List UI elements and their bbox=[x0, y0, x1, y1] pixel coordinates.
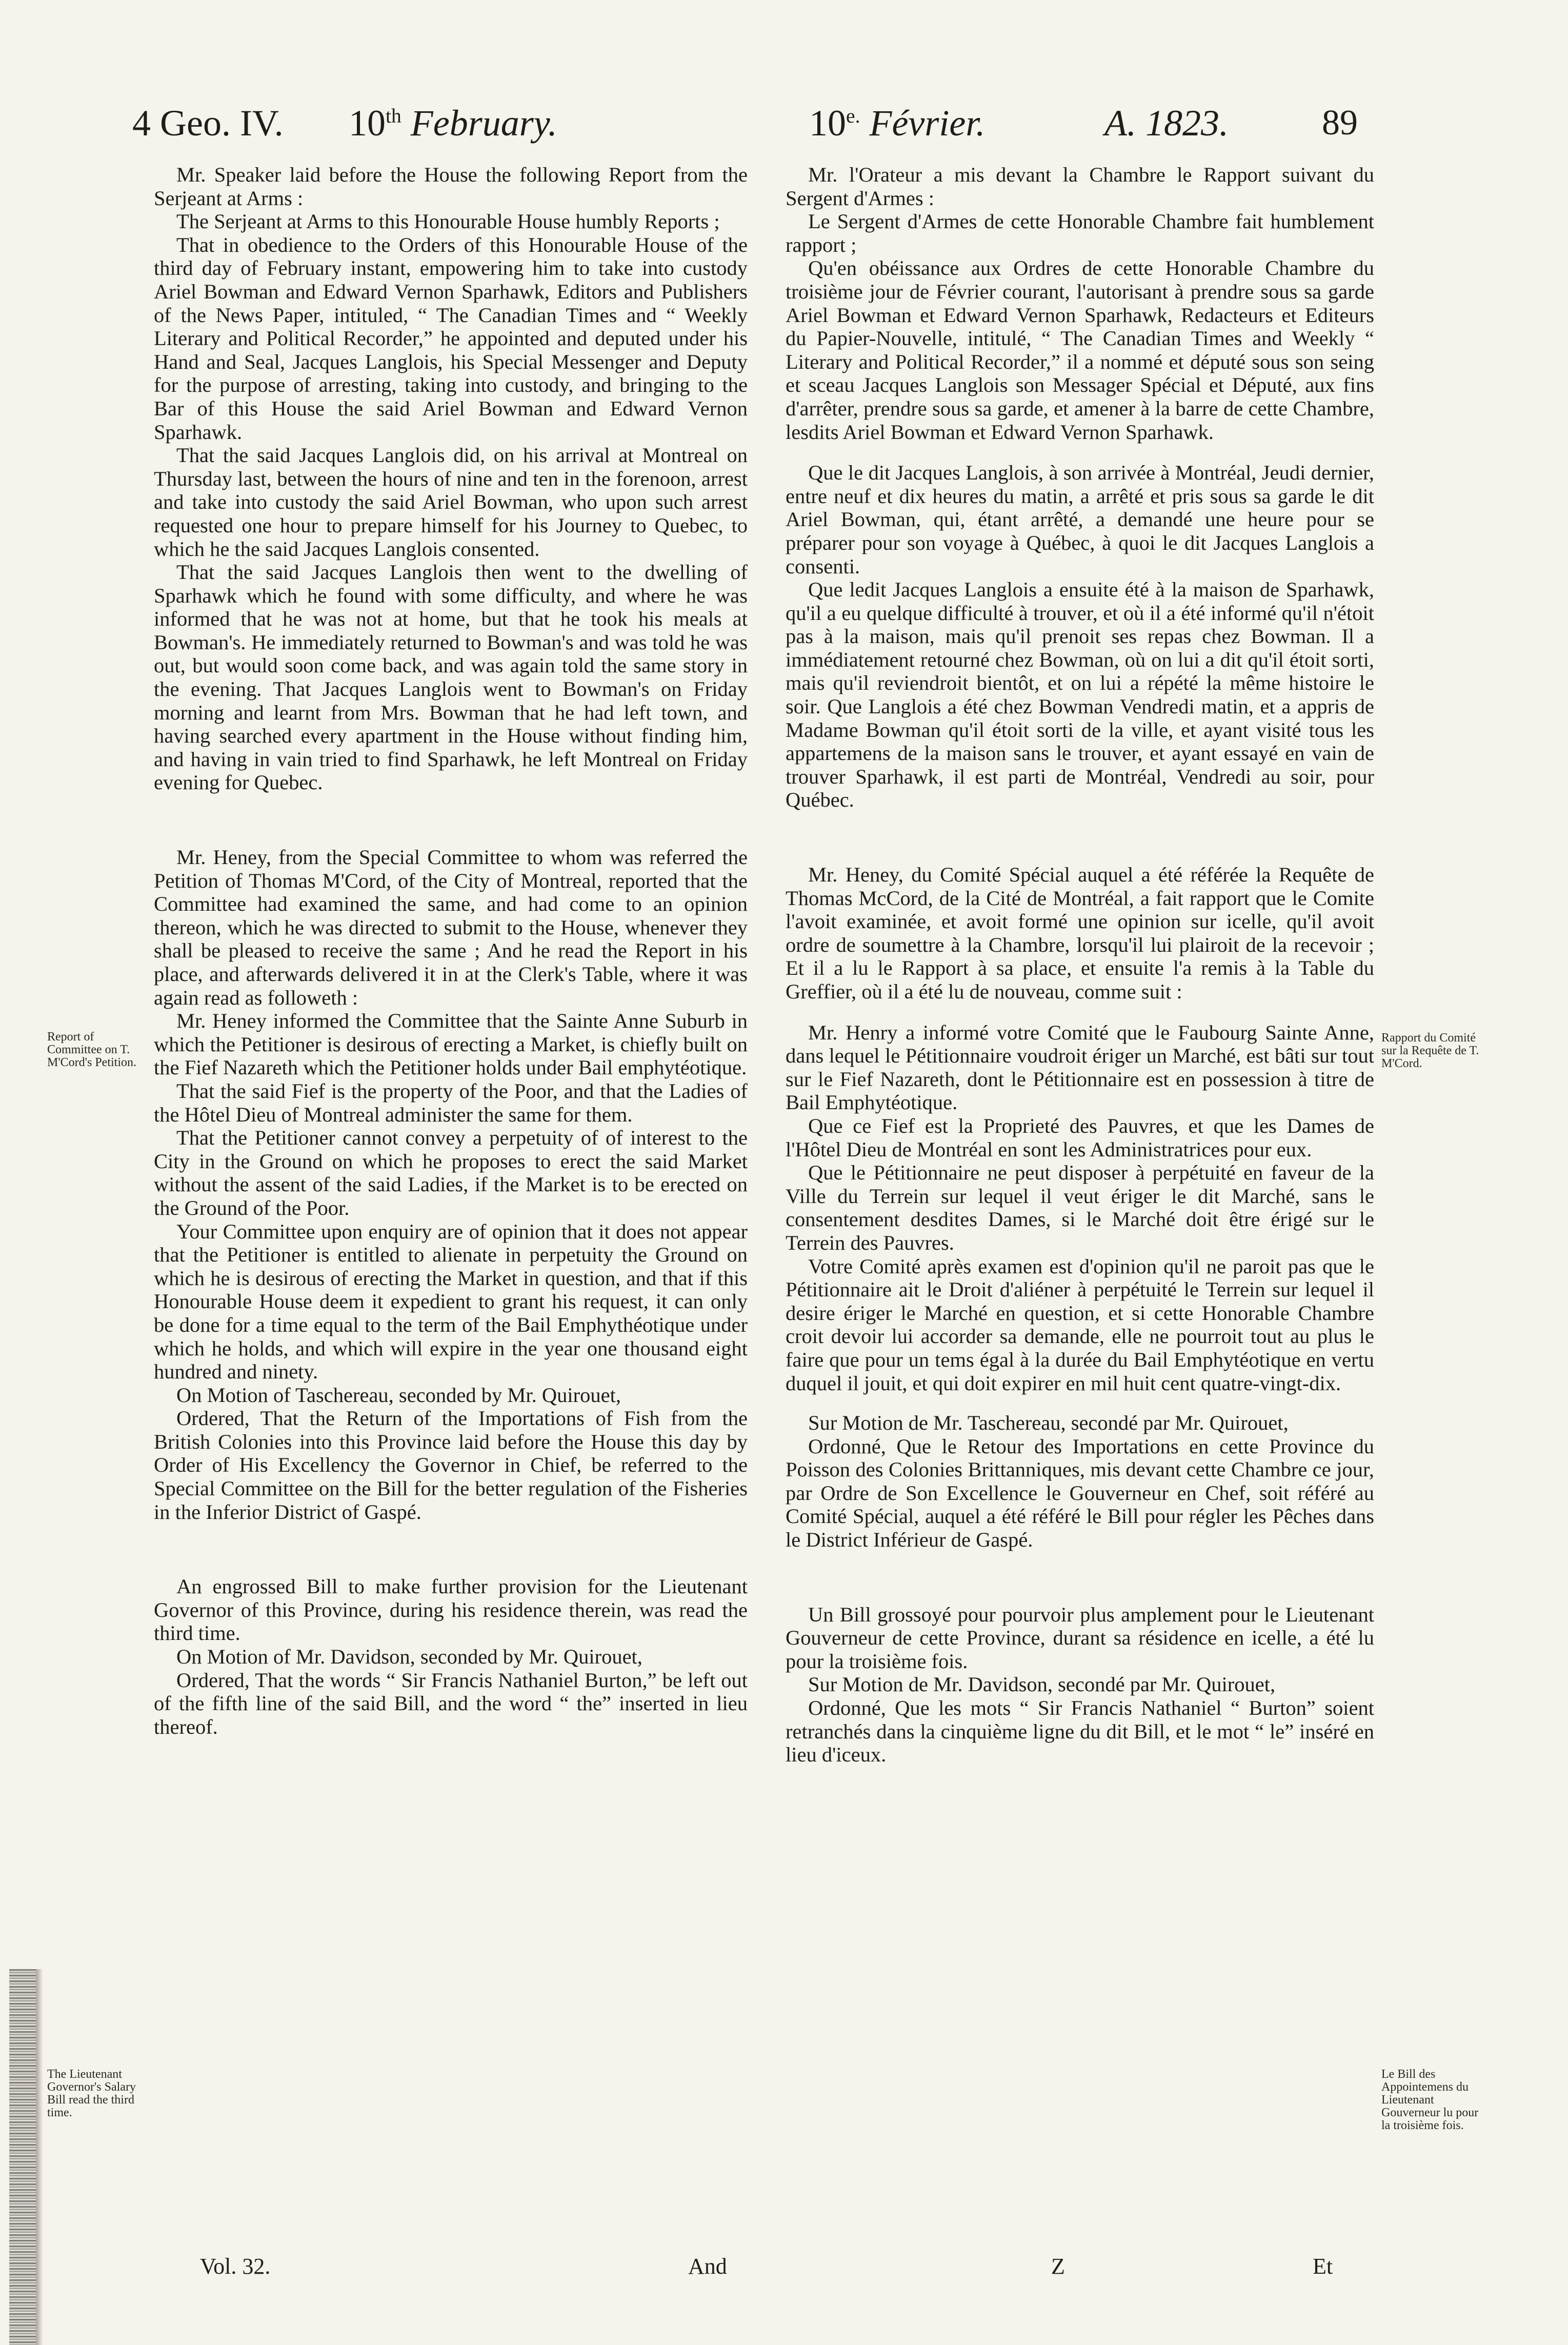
paragraph: Le Sergent d'Armes de cette Honorable Chambre fait humblement rapport ; bbox=[786, 210, 1374, 256]
margin-note-french: Rapport du Comité sur la Requête de T. M'Cord. bbox=[1381, 1031, 1479, 1070]
paragraph-gap bbox=[786, 1395, 1374, 1411]
section-gap bbox=[786, 812, 1374, 863]
english-column bbox=[154, 163, 748, 1738]
section-gap bbox=[154, 794, 748, 846]
paragraph: That the said Jacques Langlois did, on his arrival at Montreal on Thursday last, between the hours of nine and ten in the forenoon, arrest and take into custody the said Ariel Bowman, who upon such arrest requested one hour to prepare himself for his Journey to Quebec, to which he the said Jacques Langlois consented. bbox=[154, 444, 748, 560]
paragraph: On Motion of Mr. Davidson, seconded by Mr. Quirouet, bbox=[176, 1645, 642, 1669]
margin-note-english: Report of Committee on T. M'Cord's Petition. bbox=[47, 1030, 136, 1069]
paragraph: Mr. Heney, du Comité Spécial auquel a été référée la Requête de Thomas McCord, de la Cité de Montréal, a fait rapport que le Comite l'avoit examinée, et avoit formé une opinion sur icelle, qu'il avoit ordre de soumettre à la Chambre, lorsqu'il lui plairoit de la recevoir ; Et il a lu le Rapport à sa place, et ensuite l'a remis à la Table du Greffier, où il a été lu de nouveau, comme suit : bbox=[786, 863, 1374, 1003]
paragraph: Sur Motion de Mr. Davidson, secondé par Mr. Quirouet, bbox=[808, 1673, 1276, 1696]
paragraph: Mr. Heney, from the Special Committee to whom was referred the Petition of Thomas M'Cord, of the City of Montreal, reported that the Committee had examined the same, and had come to an opinion thereon, which he was directed to submit to the House, whenever they shall be pleased to receive the same ; And he read the Report in his place, and afterwards delivered it in at the Clerk's Table, where it was again read as followeth : bbox=[154, 846, 748, 1009]
french-column bbox=[786, 163, 1374, 1767]
english-date: 10th February. bbox=[349, 103, 557, 144]
paragraph-gap bbox=[786, 444, 1374, 461]
paragraph: Sur Motion de Mr. Taschereau, secondé par Mr. Quirouet, bbox=[808, 1411, 1289, 1435]
session-year: A. 1823. bbox=[1104, 103, 1229, 144]
running-head-left bbox=[132, 100, 789, 146]
margin-note-english: The Lieutenant Governor's Salary Bill read the third time. bbox=[47, 2068, 136, 2119]
paragraph: Un Bill grossoyé pour pourvoir plus amplement pour le Lieutenant Gouverneur de cette Province, durant sa résidence en icelle, a été lu pour la troisième fois. bbox=[786, 1602, 1374, 1673]
paragraph: Mr. Heney informed the Committee that the Sainte Anne Suburb in which the Petitioner is desirous of erecting a Market, is chiefly built on the Fief Nazareth which the Petitioner holds under Bail emphytéotique. bbox=[154, 1009, 748, 1079]
paragraph: Mr. l'Orateur a mis devant la Chambre le Rapport suivant du Sergent d'Armes : bbox=[786, 163, 1374, 210]
catchword-right: Et bbox=[1313, 2254, 1333, 2279]
paragraph: Que le dit Jacques Langlois, à son arrivée à Montréal, Jeudi dernier, entre neuf et dix heures du matin, a arrêté et pris sous sa garde le dit Ariel Bowman, qui, étant arrêté, a demandé une heure pour se préparer pour son voyage à Québec, à quoi le dit Jacques Langlois a consenti. bbox=[786, 461, 1374, 578]
paragraph: Que le Pétitionnaire ne peut disposer à perpétuité en faveur de la Ville du Terrein sur lequel il veut ériger le dit Marché, sans le consentement desdites Dames, si le Marché doit être érigé sur le Terrein des Pauvres. bbox=[786, 1161, 1374, 1254]
paragraph: The Serjeant at Arms to this Honourable House humbly Reports ; bbox=[176, 210, 720, 233]
paragraph: Ordered, That the words “ Sir Francis Nathaniel Burton,” be left out of the fifth line of the said Bill, and the word “ the” inserted in lieu thereof. bbox=[154, 1668, 748, 1738]
section-gap bbox=[154, 1524, 748, 1575]
regnal-year: 4 Geo. IV. bbox=[132, 103, 284, 144]
paragraph: Que ce Fief est la Proprieté des Pauvres, et que les Dames de l'Hôtel Dieu de Montréal en sont les Administratrices pour eux. bbox=[786, 1114, 1374, 1161]
paragraph-gap bbox=[786, 1004, 1374, 1021]
paragraph: That in obedience to the Orders of this Honourable House of the third day of February instant, empowering him to take into custody Ariel Bowman and Edward Vernon Sparhawk, Editors and Publishers of the News Paper, intituled, “ The Canadian Times and “ Weekly Literary and Political Recorder,” he appointed and deputed under his Hand and Seal, Jacques Langlois, his Special Messenger and Deputy for the purpose of arresting, taking into custody, and bringing to the Bar of this House the said Ariel Bowman and Edward Vernon Sparhawk. bbox=[154, 233, 748, 444]
binding-edge bbox=[9, 1969, 36, 2345]
catchword-left: And bbox=[688, 2254, 727, 2279]
paragraph: Ordonné, Que le Retour des Importations en cette Province du Poisson des Colonies Brittanniques, mis devant cette Chambre ce jour, par Ordre de Son Excellence le Gouverneur en Chef, soit référé au Comité Spécial, auquel a été référé le Bill pour régler les Pêches dans le District Inférieur de Gaspé. bbox=[786, 1434, 1374, 1552]
french-date: $10^{e.}$ Février. bbox=[809, 103, 986, 144]
paragraph: Qu'en obéissance aux Ordres de cette Honorable Chambre du troisième jour de Février courant, l'autorisant à prendre sous sa garde Ariel Bowman et Edward Vernon Sparhawk, Redacteurs et Editeurs du Papier-Nouvelle, intitulé, “ The Canadian Times and Weekly “ Literary and Political Recorder,” il a nommé et député sous son seing et sceau Jacques Langlois son Messager Spécial et Député, aux fins d'arrêter, prendre sous sa garde, et amener à la barre de cette Chambre, lesdits Ariel Bowman et Edward Vernon Sparhawk. bbox=[786, 256, 1374, 444]
paragraph: Mr. Henry a informé votre Comité que le Faubourg Sainte Anne, dans lequel le Pétitionnaire voudroit ériger un Marché, est bâti sur tout sur le Fief Nazareth, dont le Pétitionnaire est en possession à titre de Bail Emphytéotique. bbox=[786, 1020, 1374, 1114]
paragraph: Ordonné, Que les mots “ Sir Francis Nathaniel “ Burton” soient retranchés dans la cinquième ligne du dit Bill, et le mot “ le” inséré en lieu d'iceux. bbox=[786, 1696, 1374, 1767]
paragraph: That the said Jacques Langlois then went to the dwelling of Sparhawk which he found with some difficulty, and where he was informed that he was not at home, but that he took his meals at Bowman's. He immediately returned to Bowman's and was told he was out, but would soon come back, and was again told the same story in the evening. That Jacques Langlois went to Bowman's on Friday morning and learnt from Mrs. Bowman that he had left town, and having searched every apartment in the House without finding him, and having in vain tried to find Sparhawk, he left Montreal on Friday evening for Quebec. bbox=[154, 560, 748, 794]
page-number: 89 bbox=[1322, 103, 1358, 143]
paragraph: That the Petitioner cannot convey a perpetuity of of interest to the City in the Ground on which he proposes to erect the said Market without the assent of the said Ladies, if the Market is to be erected on the Ground of the Poor. bbox=[154, 1126, 748, 1219]
paragraph: On Motion of Taschereau, seconded by Mr. Quirouet, bbox=[176, 1383, 621, 1407]
paragraph: Ordered, That the Return of the Importations of Fish from the British Colonies into this Province laid before the House this day by Order of His Excellency the Governor in Chief, be referred to the Special Committee on the Bill for the better regulation of the Fisheries in the Inferior District of Gaspé. bbox=[154, 1407, 748, 1524]
running-head-right bbox=[809, 100, 1476, 146]
section-gap bbox=[786, 1552, 1374, 1603]
volume-number: Vol. 32. bbox=[200, 2254, 271, 2279]
paragraph: Que ledit Jacques Langlois a ensuite été à la maison de Sparhawk, qu'il a eu quelque difficulté à trouver, et où il a été informé qu'il n'étoit pas à la maison, mais qu'il prenoit ses repas chez Bowman. Il a immédiatement retourné chez Bowman, où on lui a dit qu'il étoit sorti, mais qu'il reviendroit bientôt, et on lui a répété la même histoire le soir. Que Langlois a été chez Bowman Vendredi matin, et a appris de Madame Bowman qu'il étoit sorti de la ville, et ayant visité tous les appartemens de la maison sans le trouver, et ayant essayé en vain de trouver Sparhawk, il est parti de Montréal, Vendredi au soir, pour Québec. bbox=[786, 578, 1374, 812]
paragraph: Votre Comité après examen est d'opinion qu'il ne paroit pas que le Pétitionnaire ait le Droit d'aliéner à perpétuité le Terrein sur lequel il desire ériger le Marché en question, et si cette Honorable Chambre croit devoir lui accorder sa demande, elle ne pourroit tout au plus le faire que pour un tems égal à la durée du Bail Emphytéotique en vertu duquel il jouit, et qui doit expirer en mil huit cent quatre-vingt-dix. bbox=[786, 1254, 1374, 1395]
margin-note-french: Le Bill des Appointemens du Lieutenant Gouverneur lu pour la troisième fois. bbox=[1381, 2068, 1479, 2132]
binding-shadow bbox=[36, 1969, 43, 2345]
signature-mark: Z bbox=[1051, 2254, 1065, 2279]
paragraph: Mr. Speaker laid before the House the following Report from the Serjeant at Arms : bbox=[154, 163, 748, 210]
paragraph: Your Committee upon enquiry are of opinion that it does not appear that the Petitioner is entitled to alienate in perpetuity the Ground on which he is desirous of erecting the Market in question, and that if this Honourable House deem it expedient to grant his request, it can only be done for a time equal to the term of the Bail Emphythéotique under which he holds, and which will expire in the year one thousand eight hundred and ninety. bbox=[154, 1219, 748, 1384]
paragraph: That the said Fief is the property of the Poor, and that the Ladies of the Hôtel Dieu of Montreal administer the same for them. bbox=[154, 1079, 748, 1126]
paragraph: An engrossed Bill to make further provision for the Lieutenant Governor of this Province, during his residence therein, was read the third time. bbox=[154, 1575, 748, 1645]
